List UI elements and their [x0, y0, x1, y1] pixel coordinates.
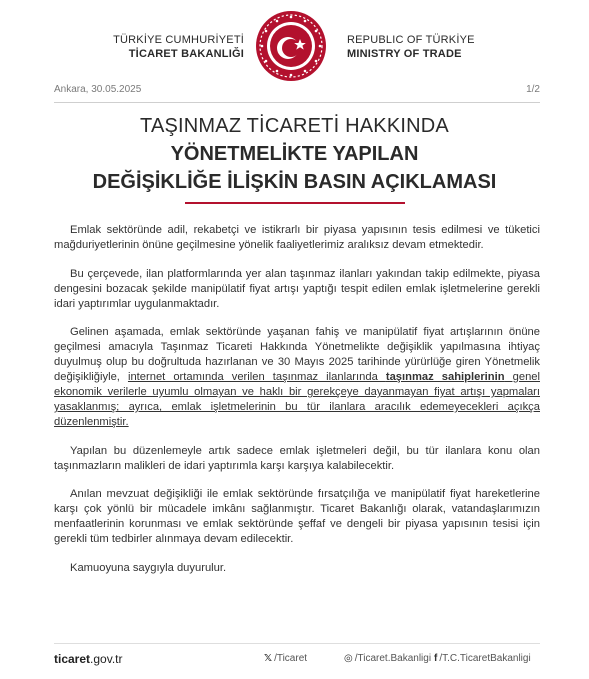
- document-title: [30, 112, 559, 196]
- footer-divider: [54, 643, 540, 644]
- footer-facebook-link[interactable]: [434, 653, 531, 664]
- letterhead-right-line2: MINISTRY OF TRADE: [347, 48, 462, 60]
- paragraph-5: Anılan mevzuat değişikliği ile emlak sektöründe fırsatçılığa ve manipülatif fiyat hareketlerine karşı çok yönlü bir mücadele imkânı sağlanmıştır. Ticaret Bakanlığı olarak, vatandaşlarımızın menfaatlerinin korunması ve emlak sektöründe şeffaf ve dengeli bir piyasa yapısının tesisi için gerekli tüm tedbirler alınmaya devam edilecektir.: [54, 488, 540, 545]
- paragraph-3-underlined-b: genel ekonomik verilerle uyumlu olmayan ve haklı bir gerekçeye dayanmayan fiyat artışı yapmaları yasaklanmış; ayrıca, emlak işletmelerinin bu tür ilanlara aracılık edemeyecekleri açıkça düzenlenmiştir.: [54, 371, 540, 428]
- crescent-star-seal-icon: [253, 8, 329, 84]
- header-divider: [54, 102, 540, 103]
- paragraph-2: Bu çerçevede, ilan platformlarında yer alan taşınmaz ilanları yakından takip edilmekte, piyasa dengesini bozacak şekilde manipülatif fiyat artışı yaptığı tespit edilen emlak işletmelerine gerekli idari yaptırımlar uygulanmaktadır.: [54, 267, 540, 310]
- footer-brand-rest: .gov.tr: [90, 652, 123, 666]
- document-meta: [54, 82, 540, 100]
- paragraph-3-intro: Gelinen aşamada, emlak sektöründe yaşanan fahiş ve manipülatif fiyat artışlarının önüne geçilmesi amacıyla Taşınmaz Ticareti Hakkında Yönetmelikte değişiklik yapılmasına ihtiyaç duyulmuş olup bu doğrultuda hazırlanan ve 30 Mayıs 2025 tarihinde yürürlüğe giren Yönetmelik değişikliğiyle,: [54, 326, 540, 383]
- document-date: Ankara, 30.05.2025: [54, 84, 142, 95]
- paragraph-6: Kamuoyuna saygıyla duyurulur.: [70, 561, 227, 574]
- page-number: 1/2: [526, 84, 540, 95]
- paragraph-3-underlined-a: internet ortamında verilen taşınmaz ilanlarında: [127, 371, 386, 383]
- letterhead-left-line2: TİCARET BAKANLIĞI: [128, 48, 244, 60]
- paragraph-3-bold: taşınmaz sahiplerinin: [385, 371, 505, 383]
- letterhead-right-line1: REPUBLIC OF TÜRKİYE: [347, 34, 475, 46]
- letterhead-left: [84, 33, 244, 61]
- footer-x-link[interactable]: [264, 653, 307, 664]
- document-body: [54, 223, 540, 589]
- letterhead: [0, 0, 589, 80]
- title-line2: YÖNETMELİKTE YAPILAN: [170, 143, 419, 165]
- title-underline: [185, 202, 405, 204]
- letterhead-left-line1: TÜRKİYE CUMHURİYETİ: [113, 34, 244, 46]
- facebook-handle: /T.C.TicaretBakanligi: [439, 653, 531, 664]
- title-line1: TAŞINMAZ TİCARETİ HAKKINDA: [140, 115, 449, 137]
- instagram-handle: /Ticaret.Bakanligi: [354, 653, 432, 664]
- paragraph-1: Emlak sektöründe adil, rekabetçi ve istikrarlı bir piyasa yapısının tesis edilmesi ve tüketici mağduriyetlerinin önüne geçilmesine yönelik faaliyetlerimiz aralıksız devam etmektedir.: [54, 224, 540, 251]
- paragraph-3: [54, 325, 540, 430]
- footer-brand-bold: ticaret: [54, 652, 91, 666]
- footer: [54, 652, 540, 668]
- footer-website-link[interactable]: [54, 652, 123, 666]
- letterhead-right: [347, 33, 517, 61]
- x-icon: 𝕏: [264, 653, 273, 664]
- paragraph-4: Yapılan bu düzenlemeyle artık sadece emlak işletmeleri değil, bu tür ilanlara konu olan taşınmazların malikleri de idari yaptırımla karşı karşıya kalabilecektir.: [54, 444, 540, 472]
- footer-instagram-link[interactable]: [344, 653, 431, 664]
- instagram-icon: ◎: [344, 653, 353, 664]
- x-handle: /Ticaret: [274, 653, 308, 664]
- facebook-icon: f: [434, 653, 438, 664]
- title-line3: DEĞİŞİKLİĞE İLİŞKİN BASIN AÇIKLAMASI: [92, 171, 497, 193]
